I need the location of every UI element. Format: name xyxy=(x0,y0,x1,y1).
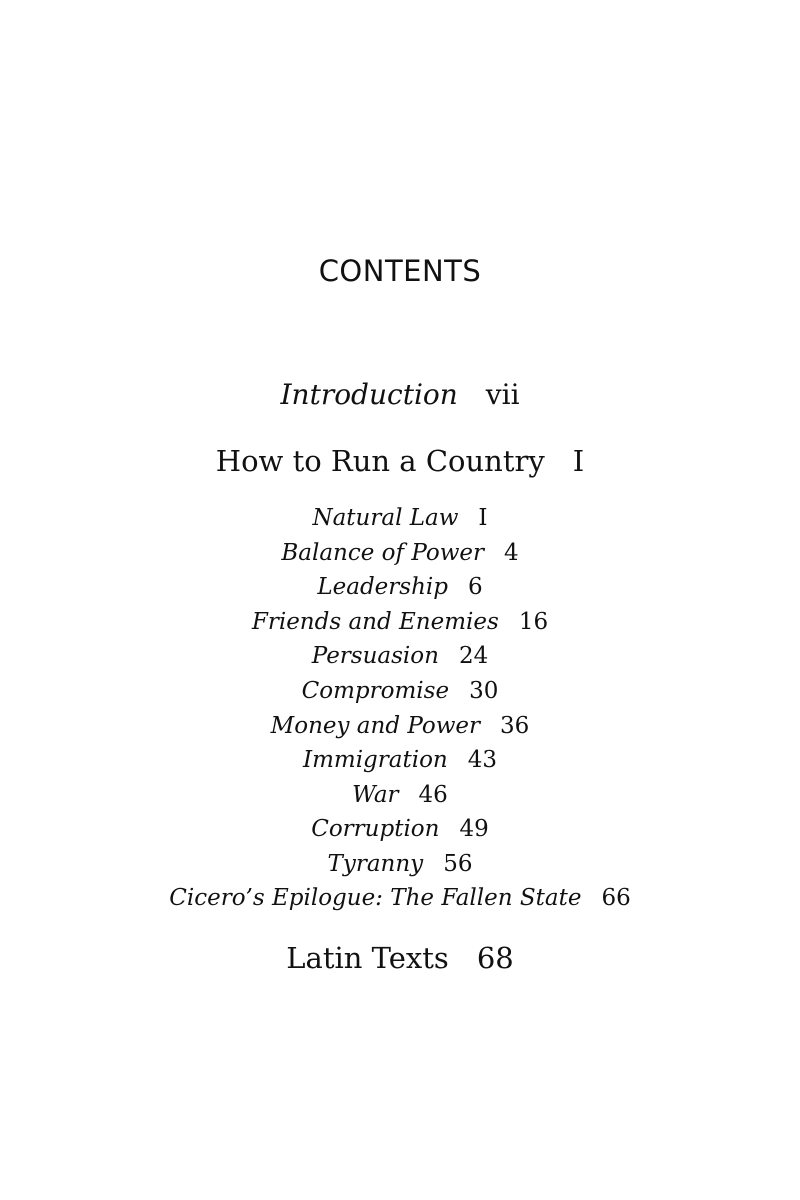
toc-chapter-title: Corruption xyxy=(311,816,440,842)
toc-entry-introduction xyxy=(0,378,800,411)
toc-chapter-page: 49 xyxy=(459,816,489,842)
toc-chapter-page: 43 xyxy=(467,747,498,773)
toc-chapter-page: 24 xyxy=(458,643,489,669)
toc-chapter-friends-and-enemies xyxy=(0,609,800,635)
toc-part-page: I xyxy=(572,444,585,478)
toc-chapter-money-and-power xyxy=(0,713,800,739)
toc-part-latin-texts xyxy=(0,941,800,975)
toc-chapter-tyranny xyxy=(0,851,800,877)
toc-chapter-title: Natural Law xyxy=(312,505,459,531)
toc-chapter-corruption xyxy=(0,816,800,842)
toc-entry-page: vii xyxy=(485,378,520,411)
toc-chapter-persuasion xyxy=(0,643,800,669)
toc-part-title: How to Run a Country xyxy=(215,444,545,478)
toc-chapter-page: 6 xyxy=(467,574,483,600)
toc-chapter-title: Compromise xyxy=(301,678,450,704)
toc-part-how-to-run-a-country xyxy=(0,444,800,478)
toc-chapter-page: 66 xyxy=(601,885,631,911)
toc-chapter-page: 30 xyxy=(469,678,499,704)
toc-part-title: Latin Texts xyxy=(286,941,449,975)
toc-entry-title: Introduction xyxy=(280,378,458,411)
toc-chapter-title: Persuasion xyxy=(311,643,439,669)
toc-part-page: 68 xyxy=(476,941,514,975)
contents-heading: CONTENTS xyxy=(318,254,482,288)
toc-chapter-page: I xyxy=(478,505,488,531)
toc-chapter-immigration xyxy=(0,747,800,773)
toc-chapter-title: War xyxy=(352,782,399,808)
toc-chapter-war xyxy=(0,782,800,808)
toc-chapter-natural-law xyxy=(0,505,800,531)
toc-chapter-balance-of-power xyxy=(0,540,800,566)
toc-chapter-page: 4 xyxy=(504,540,519,566)
toc-chapter-title: Friends and Enemies xyxy=(251,609,499,635)
toc-chapter-title: Cicero’s Epilogue: The Fallen State xyxy=(169,885,582,911)
toc-chapter-page: 46 xyxy=(418,782,448,808)
toc-chapter-compromise xyxy=(0,678,800,704)
toc-chapter-title: Balance of Power xyxy=(281,540,484,566)
toc-chapter-leadership xyxy=(0,574,800,600)
toc-chapter-page: 36 xyxy=(500,713,530,739)
toc-chapter-title: Money and Power xyxy=(270,713,481,739)
toc-chapter-ciceros-epilogue xyxy=(0,885,800,911)
toc-chapter-title: Immigration xyxy=(302,747,448,773)
toc-chapter-title: Leadership xyxy=(317,574,448,600)
toc-chapter-title: Tyranny xyxy=(327,851,424,877)
toc-chapter-page: 56 xyxy=(443,851,473,877)
toc-chapter-page: 16 xyxy=(518,609,549,635)
